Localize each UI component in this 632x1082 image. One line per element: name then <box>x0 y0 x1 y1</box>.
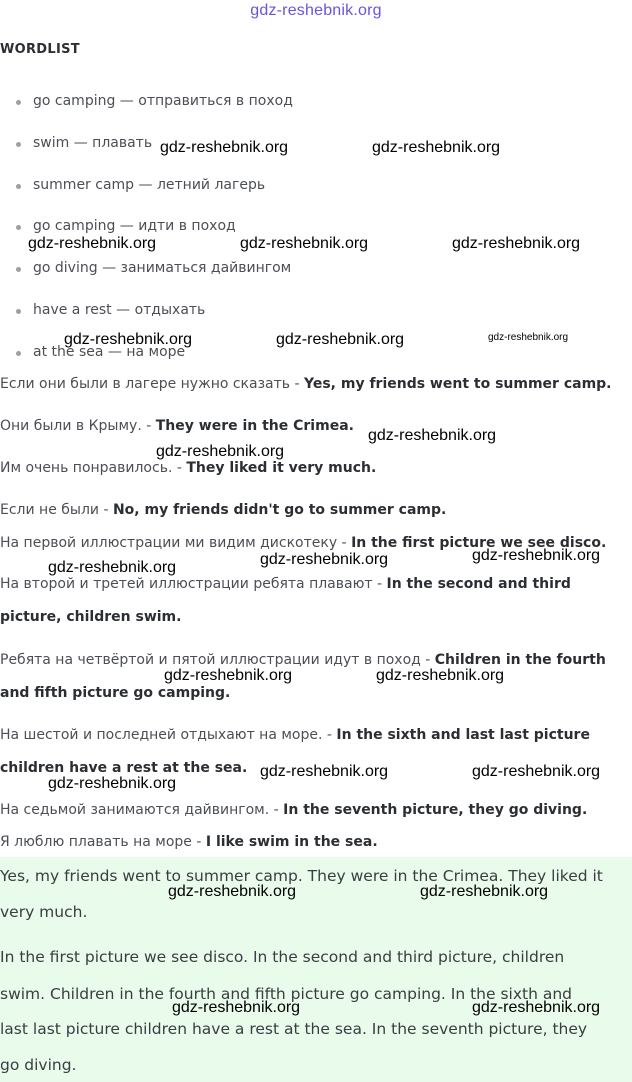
phrase-line: На первой иллюстрации ми видим дискотеку - In the first picture we see disco. <box>0 535 607 551</box>
watermark: gdz-reshebnik.org <box>472 763 601 780</box>
watermark: gdz-reshebnik.org <box>172 999 301 1016</box>
bullet-icon <box>16 351 21 356</box>
watermark: gdz-reshebnik.org <box>260 551 389 568</box>
bullet-icon <box>16 267 21 272</box>
watermark: gdz-reshebnik.org <box>28 235 157 252</box>
watermark: gdz-reshebnik.org <box>452 235 581 252</box>
phrase-line: Им очень понравилось. - They liked it very much. <box>0 460 377 476</box>
watermark: gdz-reshebnik.org <box>472 999 601 1016</box>
watermark: gdz-reshebnik.org <box>276 331 405 348</box>
watermark: gdz-reshebnik.org <box>372 139 501 156</box>
phrase-line: На седьмой занимаются дайвингом. - In the seventh picture, they go diving. <box>0 802 588 818</box>
answer-line: very much. <box>0 903 88 921</box>
phrase-line: and fifth picture go camping. <box>0 685 231 701</box>
answer-line: In the first picture we see disco. In the second and third picture, children <box>0 948 565 966</box>
phrase-line: На шестой и последней отдыхают на море. - In the sixth and last last picture <box>0 727 590 743</box>
watermark: gdz-reshebnik.org <box>368 427 497 444</box>
phrase-line: Они были в Крыму. - They were in the Crimea. <box>0 418 354 434</box>
watermark: gdz-reshebnik.org <box>472 547 601 564</box>
phrase-line: Если они были в лагере нужно сказать - Yes, my friends went to summer camp. <box>0 376 612 392</box>
phrase-line: children have a rest at the sea. <box>0 760 248 776</box>
bullet-icon <box>16 184 21 189</box>
phrase-line: Ребята на четвёртой и пятой иллюстрации идут в поход - Children in the fourth <box>0 652 606 668</box>
answer-line: go diving. <box>0 1056 77 1074</box>
bullet-icon <box>16 142 21 147</box>
phrase-line: picture, children swim. <box>0 609 182 625</box>
watermark: gdz-reshebnik.org <box>48 775 177 792</box>
watermark: gdz-reshebnik.org <box>164 667 293 684</box>
answer-line: Yes, my friends went to summer camp. They were in the Crimea. They liked it <box>0 867 603 885</box>
watermark: gdz-reshebnik.org <box>48 559 177 576</box>
phrase-line: На второй и третей иллюстрации ребята плавают - In the second and third <box>0 576 571 592</box>
phrase-line: Если не были - No, my friends didn't go to summer camp. <box>0 502 447 518</box>
watermark: gdz-reshebnik.org <box>168 883 297 900</box>
site-header-link[interactable]: gdz-reshebnik.org <box>250 2 382 19</box>
bullet-icon <box>16 309 21 314</box>
watermark: gdz-reshebnik.org <box>260 763 389 780</box>
watermark: gdz-reshebnik.org <box>488 332 569 343</box>
bullet-icon <box>16 225 21 230</box>
watermark: gdz-reshebnik.org <box>376 667 505 684</box>
watermark: gdz-reshebnik.org <box>156 443 285 460</box>
phrase-line: Я люблю плавать на море - I like swim in the sea. <box>0 834 378 850</box>
wordlist-heading: WORDLIST <box>0 42 80 57</box>
bullet-icon <box>16 100 21 105</box>
watermark: gdz-reshebnik.org <box>64 331 193 348</box>
watermark: gdz-reshebnik.org <box>420 883 549 900</box>
answer-line: swim. Children in the fourth and fifth picture go camping. In the sixth and <box>0 985 573 1003</box>
watermark: gdz-reshebnik.org <box>160 139 289 156</box>
watermark: gdz-reshebnik.org <box>240 235 369 252</box>
answer-line: last last picture children have a rest at the sea. In the seventh picture, they <box>0 1020 588 1038</box>
